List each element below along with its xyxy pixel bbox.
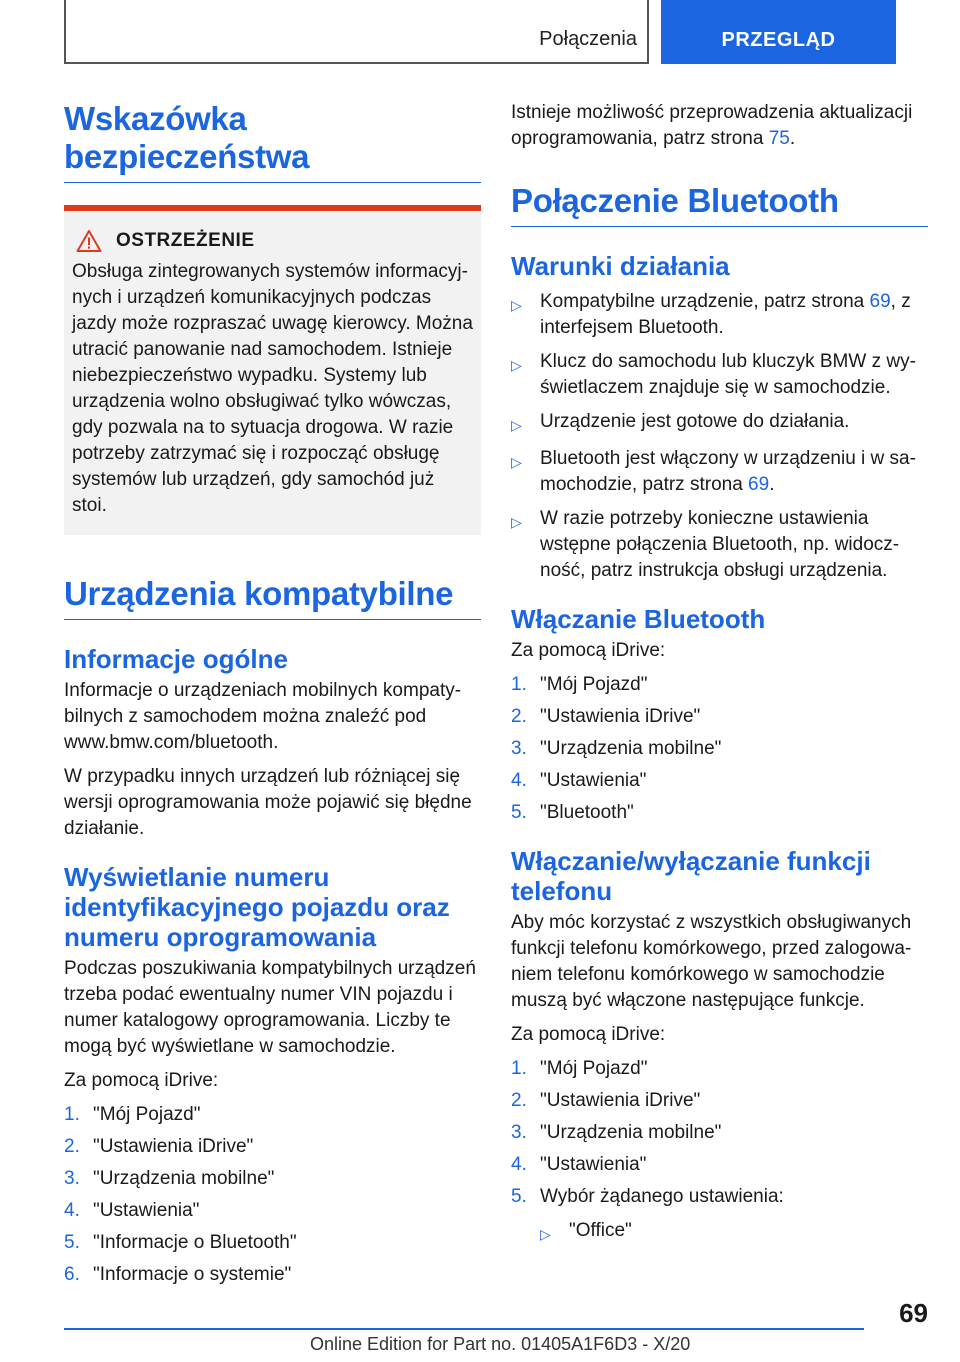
list-item: 4. "Ustawienia" <box>511 770 647 791</box>
page-link-75[interactable]: 75 <box>768 128 790 149</box>
heading-bluetooth-connection: Połączenie Bluetooth <box>511 182 928 227</box>
list-item: 1. "Mój Pojazd" <box>511 674 648 695</box>
triangle-bullet-icon: ▷ <box>511 417 522 433</box>
conditions-list <box>511 289 928 584</box>
list-item: ▷ Bluetooth jest włączony w urządzeniu i w samochodzie, patrz strona 69. <box>511 446 928 498</box>
list-item: 2. "Ustawienia iDrive" <box>511 706 701 727</box>
list-item: ▷ Klucz do samochodu lub kluczyk BMW z wyświetlaczem znajduje się w samochodzie. <box>511 349 928 401</box>
list-item: 3. "Urządzenia mobilne" <box>64 1168 275 1189</box>
warning-text: Obsługa zintegrowanych systemów informacyjnych i urządzeń komunikacyjnych podczas jazdy może rozpraszać uwagę kierowcy. Można utracić panowanie nad samochodem. Istnieje niebezpieczeństwo wypadku. Systemy lub urządzenia wolno obsługiwać tylko wówczas, gdy pozwala na to sytuacja drogowa. W razie potrzeby zatrzymać się i rozpocząć obsługę systemów lub urządzeń, gdy samochód już stoi. <box>72 261 473 516</box>
idrive-intro: Za pomocą iDrive: <box>511 640 666 661</box>
left-column <box>64 100 481 1296</box>
warning-box <box>64 205 481 535</box>
list-item: ▷ Urządzenie jest gotowe do działania. <box>511 409 928 438</box>
list-item: 3. "Urządzenia mobilne" <box>511 1122 722 1143</box>
list-item: 6. "Informacje o systemie" <box>64 1264 292 1285</box>
idrive-intro: Za pomocą iDrive: <box>511 1024 666 1045</box>
warning-header <box>72 229 473 253</box>
footer-divider <box>64 1328 864 1330</box>
page-link-69[interactable]: 69 <box>748 474 770 495</box>
list-item: 5. Wybór żądanego ustawienia: <box>511 1186 784 1207</box>
general-paragraph-2: W przypadku innych urządzeń lub różniącej się wersji oprogramowania może pojawić się błędne działanie. <box>64 766 472 839</box>
list-item: 5. "Bluetooth" <box>511 802 634 823</box>
list-item: 4. "Ustawienia" <box>64 1200 200 1221</box>
list-item: ▷ "Office" <box>540 1218 928 1247</box>
list-item: 2. "Ustawienia iDrive" <box>64 1136 254 1157</box>
heading-general-info: Informacje ogólne <box>64 644 288 674</box>
footer-edition: Online Edition for Part no. 01405A1F6D3 - X/20 <box>310 1334 691 1354</box>
triangle-bullet-icon: ▷ <box>511 357 522 373</box>
list-item: 3. "Urządzenia mobilne" <box>511 738 722 759</box>
page-header <box>64 0 896 64</box>
header-frame <box>64 0 649 64</box>
heading-conditions: Warunki działania <box>511 251 730 281</box>
page-link-69[interactable]: 69 <box>869 291 891 312</box>
heading-enable-bluetooth: Włączanie Bluetooth <box>511 604 766 634</box>
general-paragraph-1: Informacje o urządzeniach mobilnych kompatybilnych z samochodem można znaleźć pod www.bmw.com/bluetooth. <box>64 680 462 753</box>
enable-bt-steps-list <box>511 672 928 826</box>
triangle-bullet-icon: ▷ <box>511 297 522 313</box>
triangle-bullet-icon: ▷ <box>511 514 522 530</box>
list-item: 2. "Ustawienia iDrive" <box>511 1090 701 1111</box>
heading-compatible-devices: Urządzenia kompatybilne <box>64 575 481 620</box>
list-item: 1. "Mój Pojazd" <box>64 1104 201 1125</box>
overview-tab[interactable]: PRZEGLĄD <box>661 0 896 64</box>
phone-steps-list <box>511 1056 928 1210</box>
heading-phone-functions: Włączanie/wyłączanie funkcji telefonu <box>511 846 871 906</box>
list-item: ▷ Kompatybilne urządzenie, patrz strona 69, z interfejsem Bluetooth. <box>511 289 928 341</box>
settings-sublist <box>540 1218 928 1247</box>
heading-vin-display: Wyświetlanie numeru identyfikacyjnego pojazdu oraz numeru oprogramowania <box>64 862 450 952</box>
update-paragraph: Istnieje możliwość przeprowadzenia aktualizacji oprogramowania, patrz strona 75. <box>511 102 913 149</box>
list-item: 5. "Informacje o Bluetooth" <box>64 1232 297 1253</box>
triangle-bullet-icon: ▷ <box>511 454 522 470</box>
phone-paragraph: Aby móc korzystać z wszystkich obsługiwanych funkcji telefonu komórkowego, przed zalogowaniem telefonu komórkowego w samochodzie muszą być włączone następujące funkcje. <box>511 912 912 1011</box>
section-title: Połączenia <box>539 28 637 50</box>
idrive-intro: Za pomocą iDrive: <box>64 1070 219 1091</box>
list-item: 1. "Mój Pojazd" <box>511 1058 648 1079</box>
list-item: 4. "Ustawienia" <box>511 1154 647 1175</box>
triangle-bullet-icon: ▷ <box>540 1226 551 1242</box>
heading-safety: Wskazówka bezpieczeństwa <box>64 100 481 183</box>
warning-title: OSTRZEŻENIE <box>116 230 255 251</box>
vin-paragraph: Podczas poszukiwania kompatybilnych urządzeń trzeba podać ewentualny numer VIN pojazdu i numer katalogowy oprogramowania. Liczby te mogą być wyświetlane w samochodzie. <box>64 958 476 1057</box>
page-number: 69 <box>899 1298 928 1328</box>
vin-steps-list <box>64 1102 481 1288</box>
list-item: ▷ W razie potrzeby konieczne ustawienia wstępne połączenia Bluetooth, np. widoczność, patrz instrukcja obsługi urządzenia. <box>511 506 928 584</box>
right-column <box>511 100 928 1255</box>
warning-triangle-icon <box>76 229 102 253</box>
